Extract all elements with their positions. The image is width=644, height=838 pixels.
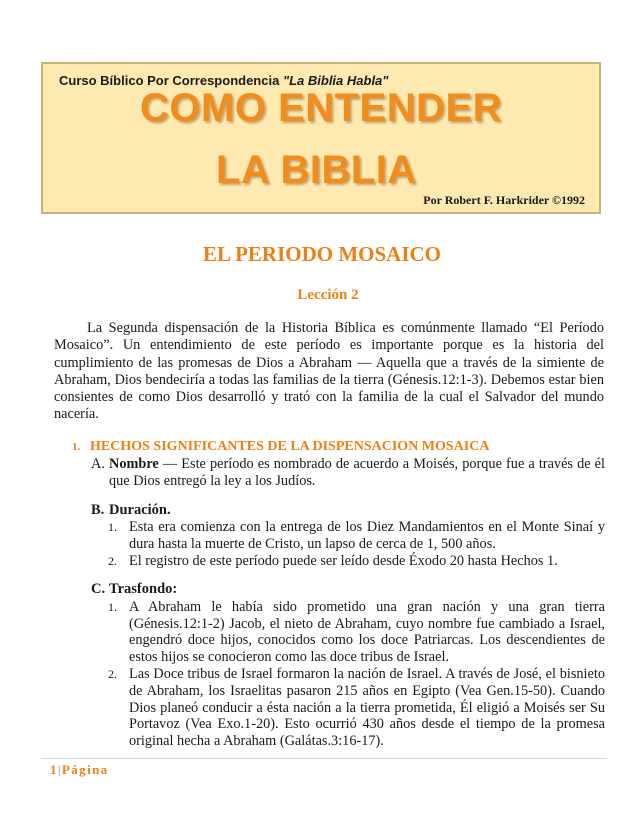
item-c-heading: C. Trasfondo: bbox=[91, 581, 178, 597]
heading-hechos: 1. HECHOS SIGNIFICANTES DE LA DISPENSACION MOSAICA bbox=[72, 439, 490, 454]
course-title: Curso Bíblico Por Correspondencia "La Biblia Habla" bbox=[59, 73, 389, 88]
list-item: 1. A Abraham le había sido prometido una gran nación y una gran tierra (Génesis.12:1-2) Jacob, el nieto de Abraham, cuyo nombre fue cambiado a Israel, engendró doce hijos, conocidos como los doce Patriarcas. Los descendientes de estos hijos se conocieron como las doce tribus de Israel. bbox=[108, 599, 605, 665]
page-footer: 1|Página bbox=[50, 762, 109, 777]
list-item: 2. Las Doce tribus de Israel formaron la nación de Israel. A través de José, el bisnieto de Abraham, los Israelitas pasaron 215 años en Egipto (Vea Gen.15-50). Cuando Dios planeó conducir a ésta nación a la tierra prometida, Él eligió a Moisés ser Su Portavoz (Vea Exo.1-20). Esto ocurrió 430 años desde el tiempo de la promesa original hecha a Abraham (Galátas.3:16-17). bbox=[108, 666, 605, 749]
header-box bbox=[41, 62, 601, 214]
section-title: EL PERIODO MOSAICO bbox=[202, 242, 442, 266]
item-b-heading: B. Duración. bbox=[91, 502, 171, 518]
main-title-line-2: LA BIBLIA bbox=[216, 148, 417, 192]
main-title-line-1: COMO ENTENDER bbox=[140, 86, 503, 130]
item-c-list bbox=[108, 599, 605, 750]
lesson-label: Lección 2 bbox=[297, 287, 359, 303]
item-b-list bbox=[108, 519, 605, 571]
footer-divider bbox=[41, 758, 607, 759]
author-credit: Por Robert F. Harkrider ©1992 bbox=[423, 193, 585, 207]
intro-paragraph: La Segunda dispensación de la Historia Bíblica es comúnmente llamado “El Período Mosaico”. Un entendimiento de este período es importante porque es la historia del cumplimiento de las promesas de Dios a Abraham — Aquella que a través de la simiente de Abraham, Dios bendeciría a todas las familias de la tierra (Génesis.12:1-3). Debemos estar bien consientes de como Dios desarrolló y trató con la familia de la cual el Salvador del mundo nacería. bbox=[54, 320, 604, 423]
item-a-nombre: A. Nombre — Este período es nombrado de acuerdo a Moisés, porque fue a través de él que Dios entregó la ley a los Judíos. bbox=[91, 456, 605, 490]
list-item: 2. El registro de este período puede ser leído desde Éxodo 20 hasta Hechos 1. bbox=[108, 553, 558, 570]
list-item: 1. Esta era comienza con la entrega de los Diez Mandamientos en el Monte Sinaí y dura hasta la muerte de Cristo, un lapso de cerca de 1, 500 años. bbox=[108, 519, 605, 552]
